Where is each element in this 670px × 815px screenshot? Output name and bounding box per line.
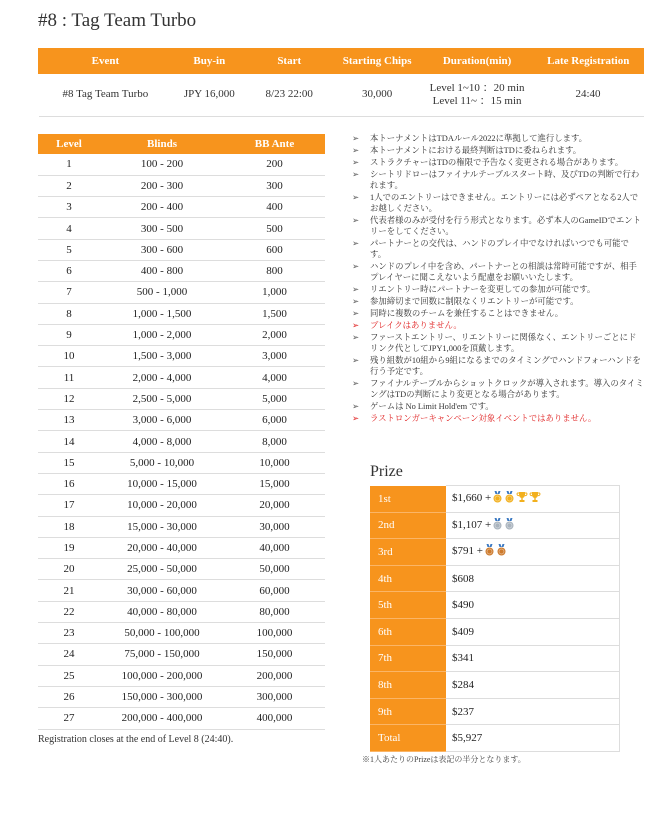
- blinds-row: [38, 260, 325, 281]
- prize-table: [370, 485, 620, 752]
- level-cell: 5: [38, 239, 100, 260]
- gold-medal-icon: [504, 491, 515, 506]
- rule-note-text: ファイナルテーブルからショットクロックが導入されます。導入のタイミングはTDの判断により変更となる場合があります。: [370, 379, 644, 399]
- arrow-bullet-icon: ➢: [352, 262, 360, 271]
- rule-note: [352, 401, 644, 412]
- prize-row: [370, 672, 620, 699]
- arrow-bullet-icon: ➢: [352, 402, 360, 411]
- bb-ante-cell: 30,000: [224, 516, 325, 537]
- blinds-row: [38, 282, 325, 303]
- level-cell: 9: [38, 324, 100, 345]
- prize-row: [370, 592, 620, 619]
- arrow-bullet-icon: ➢: [352, 134, 360, 143]
- prize-place: 8th: [370, 672, 446, 699]
- arrow-bullet-icon: ➢: [352, 356, 360, 365]
- blinds-row: [38, 537, 325, 558]
- prize-place: 1st: [370, 486, 446, 513]
- bb-ante-cell: 3,000: [224, 346, 325, 367]
- level-cell: 10: [38, 346, 100, 367]
- blinds-row: [38, 559, 325, 580]
- bb-ante-cell: 5,000: [224, 388, 325, 409]
- duration-line-1: Level 1~10 ：20 min: [429, 81, 525, 94]
- blinds-row: [38, 601, 325, 622]
- arrow-bullet-icon: ➢: [352, 321, 360, 330]
- gold-medal-icon: [492, 491, 503, 506]
- bb-ante-cell: 200: [224, 154, 325, 175]
- duration-line-2: Level 11~ ：15 min: [432, 94, 522, 107]
- blinds-row: [38, 388, 325, 409]
- level-cell: 3: [38, 197, 100, 218]
- blinds-row: [38, 154, 325, 175]
- arrow-bullet-icon: ➢: [352, 239, 360, 248]
- prize-amount-cell: [446, 725, 620, 752]
- event-late-registration: 24:40: [532, 74, 644, 116]
- prize-amount-cell: [446, 565, 620, 592]
- bronze-medal-icon: [496, 544, 507, 559]
- blinds-cell: 10,000 - 20,000: [100, 495, 224, 516]
- prize-amount-cell: [446, 592, 620, 619]
- bb-ante-cell: 200,000: [224, 665, 325, 686]
- prize-amount: $237: [452, 705, 474, 718]
- blinds-body: [38, 154, 325, 729]
- event-info-table: [38, 48, 644, 117]
- prize-amount-cell: [446, 645, 620, 672]
- blinds-cell: 100,000 - 200,000: [100, 665, 224, 686]
- blinds-cell: 200 - 400: [100, 197, 224, 218]
- bb-ante-cell: 4,000: [224, 367, 325, 388]
- blinds-cell: 3,000 - 6,000: [100, 410, 224, 431]
- prize-place: Total: [370, 725, 446, 752]
- blinds-cell: 25,000 - 50,000: [100, 559, 224, 580]
- header-level: Level: [38, 134, 100, 154]
- prize-amount-cell: [446, 618, 620, 645]
- blinds-cell: 200,000 - 400,000: [100, 708, 224, 729]
- bb-ante-cell: 60,000: [224, 580, 325, 601]
- bronze-medal-icon: [484, 544, 495, 559]
- rule-note: [352, 169, 644, 191]
- rule-note: [352, 332, 644, 354]
- blinds-cell: 20,000 - 40,000: [100, 537, 224, 558]
- blinds-cell: 500 - 1,000: [100, 282, 224, 303]
- bb-ante-cell: 20,000: [224, 495, 325, 516]
- prize-body: [370, 486, 620, 752]
- blinds-cell: 200 - 300: [100, 175, 224, 196]
- prize-row: [370, 486, 620, 513]
- blinds-row: [38, 473, 325, 494]
- blinds-cell: 75,000 - 150,000: [100, 644, 224, 665]
- level-cell: 23: [38, 623, 100, 644]
- blinds-row: [38, 708, 325, 729]
- level-cell: 4: [38, 218, 100, 239]
- blinds-header-row: [38, 134, 325, 154]
- bb-ante-cell: 300: [224, 175, 325, 196]
- arrow-bullet-icon: ➢: [352, 333, 360, 342]
- level-cell: 13: [38, 410, 100, 431]
- level-cell: 14: [38, 431, 100, 452]
- header-blinds: Blinds: [100, 134, 224, 154]
- event-starting-chips: 30,000: [332, 74, 422, 116]
- prize-place: 4th: [370, 565, 446, 592]
- trophy-icon: [516, 491, 528, 506]
- prize-amount: $490: [452, 599, 474, 612]
- arrow-bullet-icon: ➢: [352, 309, 360, 318]
- bb-ante-cell: 40,000: [224, 537, 325, 558]
- blinds-row: [38, 580, 325, 601]
- bb-ante-cell: 800: [224, 260, 325, 281]
- rule-note: [352, 284, 644, 295]
- rule-note: [352, 355, 644, 377]
- level-cell: 27: [38, 708, 100, 729]
- level-cell: 17: [38, 495, 100, 516]
- blinds-row: [38, 665, 325, 686]
- rule-note-text: 残り組数が10組から9組になるまでのタイミングでハンドフォーハンドを行う予定です。: [370, 356, 641, 376]
- prize-amount-cell: [446, 539, 620, 566]
- rule-note-text: 本トーナメントはTDAルール2022に準拠して進行します。: [370, 134, 588, 143]
- blinds-row: [38, 495, 325, 516]
- rules-notes-list: [352, 133, 644, 425]
- rule-note: [352, 308, 644, 319]
- rule-note: [352, 145, 644, 156]
- blinds-cell: 2,500 - 5,000: [100, 388, 224, 409]
- arrow-bullet-icon: ➢: [352, 193, 360, 202]
- blinds-row: [38, 175, 325, 196]
- rule-note: [352, 238, 644, 260]
- level-cell: 24: [38, 644, 100, 665]
- registration-note: Registration closes at the end of Level 8 (24:40).: [38, 734, 234, 745]
- blinds-cell: 5,000 - 10,000: [100, 452, 224, 473]
- bb-ante-cell: 10,000: [224, 452, 325, 473]
- rule-note: [352, 133, 644, 144]
- prize-title: Prize: [370, 463, 403, 480]
- event-header-row: [39, 48, 645, 74]
- blinds-cell: 150,000 - 300,000: [100, 686, 224, 707]
- rule-note-text: ハンドのプレイ中を含め、パートナーとの相談は常時可能ですが、相手プレイヤーに聞こえないよう配慮をお願いいたします。: [370, 262, 637, 282]
- prize-place: 7th: [370, 645, 446, 672]
- arrow-bullet-icon: ➢: [352, 297, 360, 306]
- blinds-cell: 4,000 - 8,000: [100, 431, 224, 452]
- blinds-row: [38, 686, 325, 707]
- blinds-row: [38, 324, 325, 345]
- blinds-cell: 2,000 - 4,000: [100, 367, 224, 388]
- rule-note: [352, 157, 644, 168]
- prize-footnote: ※1人あたりのPrizeは表記の半分となります。: [362, 755, 526, 764]
- rule-note: [352, 296, 644, 307]
- bb-ante-cell: 600: [224, 239, 325, 260]
- blinds-cell: 30,000 - 60,000: [100, 580, 224, 601]
- rule-note: [352, 378, 644, 400]
- level-cell: 16: [38, 473, 100, 494]
- event-buyin: JPY 16,000: [172, 74, 246, 116]
- rule-note: [352, 261, 644, 283]
- arrow-bullet-icon: ➢: [352, 216, 360, 225]
- prize-amount: $1,660 +: [452, 492, 492, 505]
- rule-note-text: 本トーナメントにおける最終判断はTDに委ねられます。: [370, 146, 582, 155]
- level-cell: 15: [38, 452, 100, 473]
- bb-ante-cell: 500: [224, 218, 325, 239]
- rule-note: [352, 320, 644, 331]
- level-cell: 7: [38, 282, 100, 303]
- bb-ante-cell: 6,000: [224, 410, 325, 431]
- prize-amount-cell: [446, 486, 620, 513]
- event-row: [39, 74, 645, 116]
- header-late-registration: Late Registration: [532, 48, 644, 74]
- bb-ante-cell: 2,000: [224, 324, 325, 345]
- header-duration: Duration(min): [422, 48, 532, 74]
- blinds-row: [38, 303, 325, 324]
- header-buyin: Buy-in: [172, 48, 246, 74]
- rule-note-text: ゲームは No Limit Hold'em です。: [370, 402, 494, 411]
- prize-amount: $5,927: [452, 732, 483, 745]
- rule-note-text: 同時に複数のチームを兼任することはできません。: [370, 309, 564, 318]
- rule-note-text: ストラクチャーはTDの権限で予告なく変更される場合があります。: [370, 158, 624, 167]
- prize-amount: $608: [452, 572, 474, 585]
- rule-note-text: シートリドローはファイナルテーブルスタート時、及びTDの判断で行われます。: [370, 170, 640, 190]
- level-cell: 12: [38, 388, 100, 409]
- event-duration: [422, 74, 532, 116]
- blinds-row: [38, 452, 325, 473]
- blinds-row: [38, 239, 325, 260]
- blinds-cell: 400 - 800: [100, 260, 224, 281]
- bb-ante-cell: 8,000: [224, 431, 325, 452]
- arrow-bullet-icon: ➢: [352, 414, 360, 423]
- header-starting-chips: Starting Chips: [332, 48, 422, 74]
- blinds-cell: 1,000 - 1,500: [100, 303, 224, 324]
- blinds-cell: 15,000 - 30,000: [100, 516, 224, 537]
- header-event: Event: [39, 48, 173, 74]
- rule-note-text: 代表者様のみが受付を行う形式となります。必ず本人のGameIDでエントリーをしてください。: [370, 216, 642, 236]
- blinds-cell: 300 - 600: [100, 239, 224, 260]
- prize-amount: $341: [452, 652, 474, 665]
- rule-note-text: リエントリー時にパートナーを変更しての参加が可能です。: [370, 285, 596, 294]
- blinds-cell: 10,000 - 15,000: [100, 473, 224, 494]
- blinds-cell: 100 - 200: [100, 154, 224, 175]
- level-cell: 8: [38, 303, 100, 324]
- rule-note-text: 参加締切まで回数に制限なくリエントリーが可能です。: [370, 297, 579, 306]
- rule-note-text: ブレイクはありません。: [370, 321, 462, 330]
- arrow-bullet-icon: ➢: [352, 285, 360, 294]
- arrow-bullet-icon: ➢: [352, 146, 360, 155]
- bb-ante-cell: 15,000: [224, 473, 325, 494]
- blinds-table: [38, 134, 325, 730]
- prize-row: [370, 512, 620, 539]
- bb-ante-cell: 1,500: [224, 303, 325, 324]
- rule-note: [352, 413, 644, 424]
- arrow-bullet-icon: ➢: [352, 379, 360, 388]
- page-title: #8 : Tag Team Turbo: [38, 10, 197, 31]
- prize-row: [370, 725, 620, 752]
- prize-place: 5th: [370, 592, 446, 619]
- prize-amount-cell: [446, 698, 620, 725]
- bb-ante-cell: 400,000: [224, 708, 325, 729]
- blinds-cell: 40,000 - 80,000: [100, 601, 224, 622]
- header-start: Start: [246, 48, 332, 74]
- header-bb-ante: BB Ante: [224, 134, 325, 154]
- trophy-icon: [529, 491, 541, 506]
- bb-ante-cell: 50,000: [224, 559, 325, 580]
- prize-amount: $409: [452, 625, 474, 638]
- prize-row: [370, 565, 620, 592]
- arrow-bullet-icon: ➢: [352, 170, 360, 179]
- blinds-cell: 1,500 - 3,000: [100, 346, 224, 367]
- prize-place: 2nd: [370, 512, 446, 539]
- blinds-cell: 50,000 - 100,000: [100, 623, 224, 644]
- level-cell: 20: [38, 559, 100, 580]
- prize-row: [370, 645, 620, 672]
- blinds-row: [38, 431, 325, 452]
- blinds-row: [38, 367, 325, 388]
- blinds-row: [38, 218, 325, 239]
- level-cell: 11: [38, 367, 100, 388]
- bb-ante-cell: 100,000: [224, 623, 325, 644]
- bb-ante-cell: 400: [224, 197, 325, 218]
- prize-amount-cell: [446, 512, 620, 539]
- bb-ante-cell: 300,000: [224, 686, 325, 707]
- prize-row: [370, 539, 620, 566]
- level-cell: 22: [38, 601, 100, 622]
- blinds-row: [38, 346, 325, 367]
- blinds-row: [38, 410, 325, 431]
- rule-note-text: 1人でのエントリーはできません。エントリーには必ずペアとなる2人でお越しください。: [370, 193, 639, 213]
- level-cell: 25: [38, 665, 100, 686]
- rule-note-text: ラストロンガーキャンペーン対象イベントではありません。: [370, 414, 597, 423]
- silver-medal-icon: [504, 518, 515, 533]
- silver-medal-icon: [492, 518, 503, 533]
- prize-amount: $791 +: [452, 545, 483, 558]
- level-cell: 26: [38, 686, 100, 707]
- level-cell: 19: [38, 537, 100, 558]
- blinds-row: [38, 197, 325, 218]
- level-cell: 6: [38, 260, 100, 281]
- prize-row: [370, 618, 620, 645]
- bb-ante-cell: 1,000: [224, 282, 325, 303]
- blinds-row: [38, 516, 325, 537]
- blinds-cell: 300 - 500: [100, 218, 224, 239]
- prize-place: 3rd: [370, 539, 446, 566]
- blinds-row: [38, 623, 325, 644]
- prize-row: [370, 698, 620, 725]
- arrow-bullet-icon: ➢: [352, 158, 360, 167]
- rule-note-text: ファーストエントリー、リエントリーに関係なく、エントリーごとにドリンク代としてJPY1,000を頂戴します。: [370, 333, 637, 353]
- prize-place: 6th: [370, 618, 446, 645]
- blinds-row: [38, 644, 325, 665]
- level-cell: 18: [38, 516, 100, 537]
- prize-amount-cell: [446, 672, 620, 699]
- rule-note: [352, 192, 644, 214]
- event-start: 8/23 22:00: [246, 74, 332, 116]
- level-cell: 2: [38, 175, 100, 196]
- prize-place: 9th: [370, 698, 446, 725]
- level-cell: 21: [38, 580, 100, 601]
- bb-ante-cell: 80,000: [224, 601, 325, 622]
- level-cell: 1: [38, 154, 100, 175]
- event-name: #8 Tag Team Turbo: [39, 74, 173, 116]
- bb-ante-cell: 150,000: [224, 644, 325, 665]
- rule-note: [352, 215, 644, 237]
- prize-amount: $1,107 +: [452, 518, 492, 531]
- prize-amount: $284: [452, 678, 474, 691]
- rule-note-text: パートナーとの交代は、ハンドのプレイ中でなければいつでも可能です。: [370, 239, 629, 259]
- blinds-cell: 1,000 - 2,000: [100, 324, 224, 345]
